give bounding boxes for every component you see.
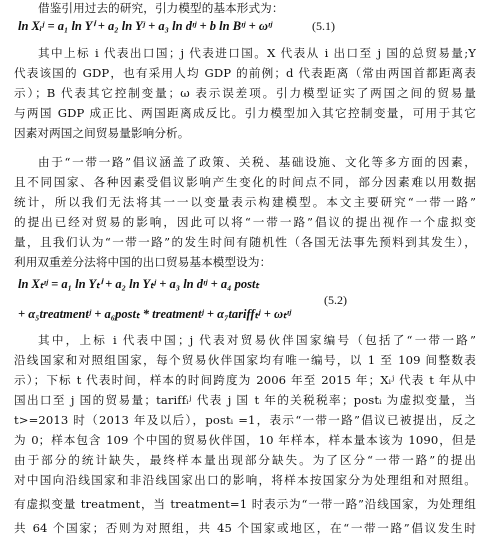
text-line: 有虚拟变量 treatment，当 treatment=1 时表示为“一带一路”沿线国家，为处理组 bbox=[14, 497, 476, 511]
text-line: t>=2013 时（2013 年及以后），postᵢ =1，表示“一带一路”倡议已被提出，反之 bbox=[14, 413, 476, 427]
equation-number: (5.2) bbox=[324, 293, 347, 307]
equation-5-2-line-1: ln Xₜᶦʲ = a₁ ln Yₜⁱ + a₂ ln Yₜʲ + a₃ ln dᶦʲ + a₄ postₜ bbox=[18, 277, 260, 291]
equation-5-2-line-2: + α₅treatmentʲ + a₆postₜ * treatmentʲ + α₇tariffₜʲ + ωₜᶦʲ bbox=[18, 307, 292, 321]
text-line: 借鉴引用过去的研究，引力模型的基本形式为： bbox=[38, 1, 284, 15]
text-line: 的提出已经对贸易的影响，因此可以将“一带一路”倡议的提出视作一个虚拟变 bbox=[14, 215, 476, 229]
text-line: 利用双重差分法将中国的出口贸易基本模型设为： bbox=[14, 255, 272, 269]
text-line: 因素对两国之间贸易量影响分析。 bbox=[14, 126, 190, 140]
text-line: 沿线国家和对照组国家，每个贸易伙伴国家均有唯一编号，以 1 至 109 间整数表 bbox=[14, 353, 476, 367]
text-line: 共 64 个国家；否则为对照组，共 45 个国家或地区，在“一带一路”倡议发生时 bbox=[14, 521, 476, 535]
equation-5-1: ln Xᵢʲ = a₁ ln Yⁱ + a₂ ln Yʲ + a₃ ln dᶦʲ + b ln Bᶦʲ + ωᶦʲ bbox=[18, 19, 273, 33]
text-line: 代表该国的 GDP，也有采用人均 GDP 的前例；d 代表距离（常由两国首都距离表 bbox=[14, 66, 476, 80]
text-line: 由于部分的统计缺失，最终样本量出现部分缺失。为了区分“一带一路”的提出 bbox=[14, 453, 476, 467]
text-line: 示）；B 代表其它控制变量；ω 表示误差项。引力模型证实了两国之间的贸易量 bbox=[14, 86, 476, 100]
equation-number: (5.1) bbox=[312, 19, 335, 33]
text-line: 为 0；样本包含 109 个中国的贸易伙伴国，10 年样本，样本量本该为 1090，但是 bbox=[14, 433, 476, 447]
text-line: 且不同国家、各种因素受倡议影响产生变化的时间点不同，部分因素难以用数据 bbox=[14, 175, 476, 189]
text-line: 国出口至 j 国的贸易量；tariffᵢʲ 代表 j 国 t 年的关税税率；postᵢ 为虚拟变量，当 bbox=[14, 393, 476, 407]
text-line: 统计，所以我们无法将其一一以变量表示构建模型。本文主要研究“一带一路” bbox=[14, 195, 476, 209]
text-line: 对中国向沿线国家和非沿线国家出口的影响，将样本按国家分为处理组和对照组。 bbox=[14, 473, 476, 487]
text-line: 其中，上标 i 代表中国；j 代表对贸易伙伴国家编号（包括了“一带一路” bbox=[38, 333, 476, 347]
text-line: 与两国 GDP 成正比、两国距离成反比。引力模型加入其它控制变量，可用于其它 bbox=[14, 106, 476, 120]
text-line: 量，且我们认为“一带一路”的发生时间有随机性（各国无法事先预料到其发生）， bbox=[14, 235, 476, 249]
text-line: 其中上标 i 代表出口国；j 代表进口国。X 代表从 i 出口至 j 国的总贸易量;Y bbox=[38, 46, 476, 60]
text-line: 示）；下标 t 代表时间，样本的时间跨度为 2006 年至 2015 年；Xᵢʲ 代表 t 年从中 bbox=[14, 373, 476, 387]
text-line: 由于“一带一路”倡议涵盖了政策、关税、基础设施、文化等多方面的因素， bbox=[38, 155, 476, 169]
